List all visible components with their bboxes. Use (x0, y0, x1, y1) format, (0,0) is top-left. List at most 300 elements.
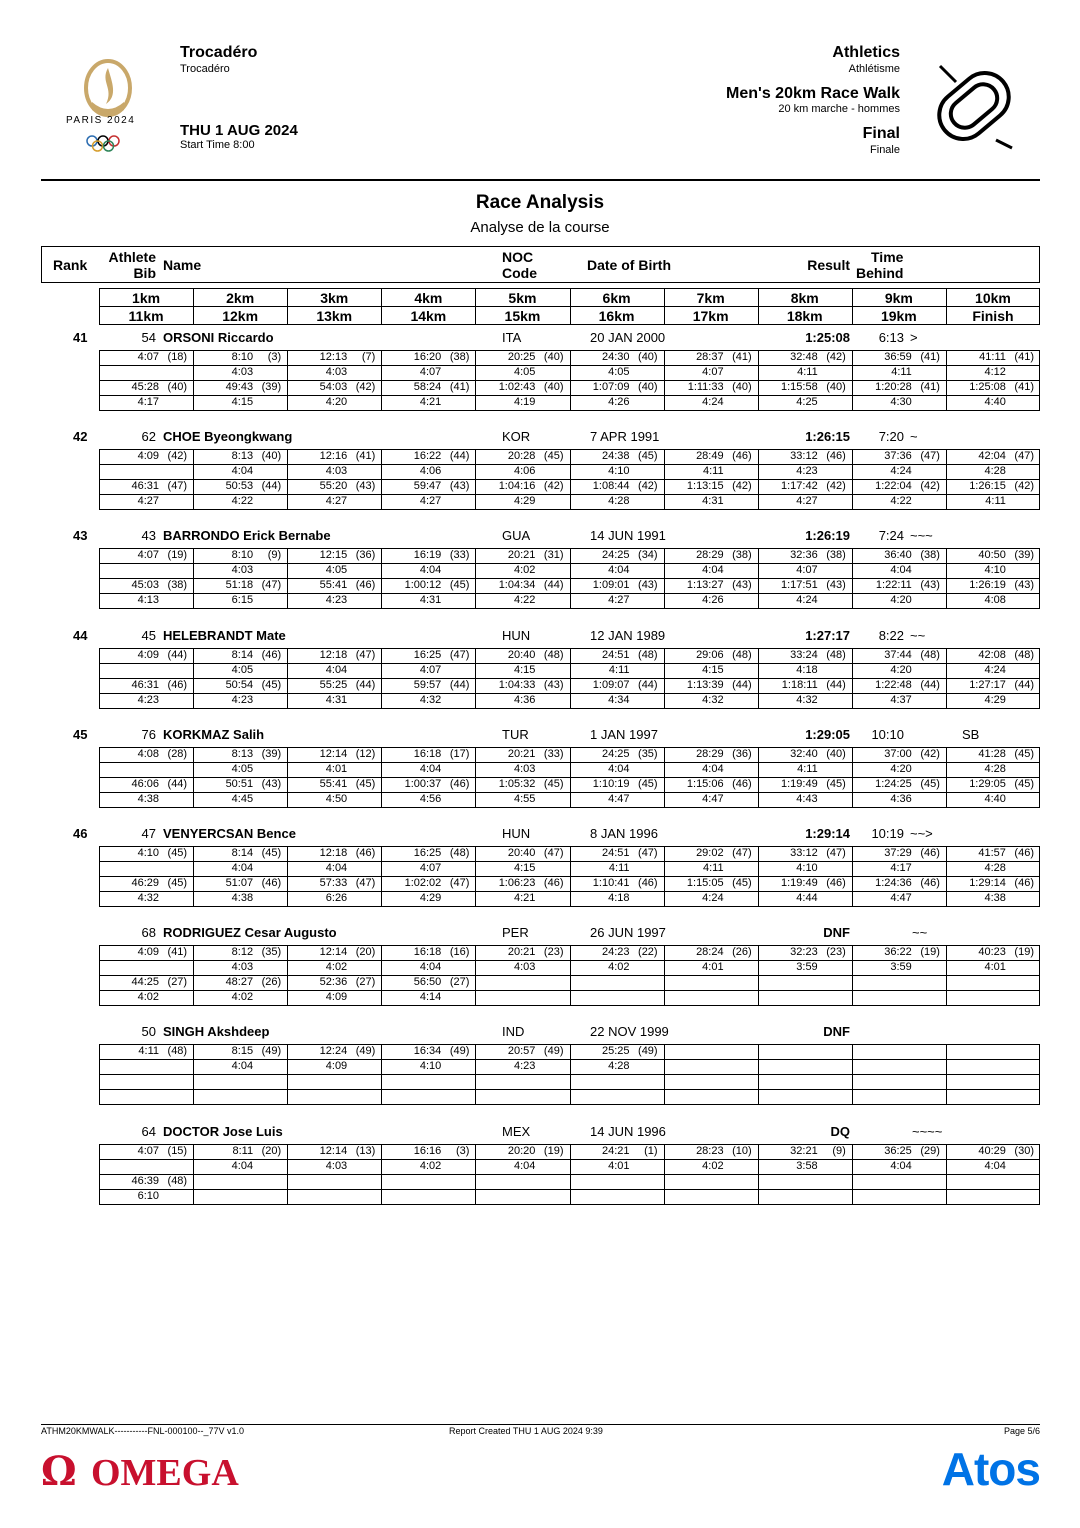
split-position: (44) (167, 649, 188, 661)
split-time: 20:21 (507, 549, 536, 561)
split-lap: 3:59 (890, 961, 912, 973)
split-lap: 4:13 (137, 594, 159, 606)
split-time: 1:19:49 (780, 778, 818, 790)
split-lap: 4:04 (608, 763, 630, 775)
split-lap: 4:04 (419, 961, 442, 973)
col-time: Time (871, 249, 904, 265)
split-position: (47) (355, 877, 376, 889)
split-position: (47) (261, 579, 282, 591)
split-lap: 4:40 (984, 793, 1006, 805)
athlete-result: DNF (823, 925, 850, 940)
split-position: (27) (449, 976, 470, 988)
split-position: (42) (355, 381, 376, 393)
split-time: 54:03 (319, 381, 348, 393)
split-position: (47) (449, 649, 470, 661)
split-lap: 4:32 (796, 694, 818, 706)
split-lap: 4:07 (419, 664, 442, 676)
split-time: 8:15 (231, 1045, 254, 1057)
split-time: 20:25 (507, 351, 536, 363)
split-lap: 4:11 (608, 664, 630, 676)
split-lap: 4:01 (984, 961, 1006, 973)
split-lap: 4:29 (513, 495, 536, 507)
omega-wordmark: OMEGA (91, 1452, 239, 1494)
split-time: 1:15:05 (686, 877, 724, 889)
split-time: 8:10 (231, 549, 254, 561)
split-position: (9) (267, 549, 282, 561)
split-lap: 4:27 (137, 495, 159, 507)
split-lap: 4:07 (419, 366, 442, 378)
athlete-noc: MEX (502, 1124, 531, 1139)
split-position: (48) (449, 847, 470, 859)
split-position: (44) (449, 679, 470, 691)
split-time: 51:07 (225, 877, 254, 889)
header-divider (41, 179, 1040, 181)
start-time: Start Time 8:00 (180, 139, 255, 151)
venue: Trocadéro (180, 44, 258, 61)
split-position: (43) (261, 778, 282, 790)
split-time: 44:25 (131, 976, 159, 988)
split-position: (40) (638, 351, 658, 363)
split-lap: 4:28 (984, 465, 1006, 477)
split-time: 32:21 (790, 1145, 818, 1157)
event-date: THU 1 AUG 2024 (180, 122, 298, 139)
split-lap: 4:56 (419, 793, 442, 805)
split-lap: 4:07 (702, 366, 724, 378)
athlete-noc: GUA (502, 528, 531, 543)
split-time: 4:07 (137, 1145, 159, 1157)
paris-2024-logo (62, 58, 154, 154)
split-lap: 4:15 (513, 664, 536, 676)
split-lap: 4:04 (890, 1160, 912, 1172)
split-time: 40:23 (978, 946, 1006, 958)
split-position: (46) (261, 877, 282, 889)
split-time: 24:38 (601, 450, 630, 462)
page-subtitle: Analyse de la course (470, 219, 610, 236)
split-time: 50:54 (225, 679, 254, 691)
split-position: (42) (732, 480, 752, 492)
split-header-label: 4km (414, 290, 443, 306)
split-header-label: 2km (226, 290, 255, 306)
split-time: 55:41 (319, 778, 348, 790)
split-position: (47) (826, 847, 846, 859)
split-position: (41) (449, 381, 470, 393)
split-time: 8:13 (231, 450, 254, 462)
split-position: (33) (449, 549, 470, 561)
split-position: (47) (920, 450, 940, 462)
split-time: 1:29:05 (969, 778, 1006, 790)
split-position: (44) (826, 679, 846, 691)
split-position: (38) (167, 579, 188, 591)
athlete-rank: 46 (73, 826, 88, 841)
split-time: 16:25 (413, 649, 442, 661)
split-lap: 4:12 (984, 366, 1006, 378)
split-header-label: 16km (598, 308, 635, 324)
split-lap: 4:31 (702, 495, 724, 507)
split-lap: 4:29 (419, 892, 442, 904)
split-lap: 4:05 (513, 366, 536, 378)
split-position: (43) (826, 579, 846, 591)
split-header-label: 12km (222, 308, 259, 324)
athlete-name: DOCTOR Jose Luis (163, 1124, 283, 1139)
split-position: (46) (920, 847, 940, 859)
atos-logo: Atos (941, 1443, 1040, 1495)
split-time: 20:40 (507, 649, 536, 661)
split-lap: 4:03 (325, 465, 348, 477)
venue-fr: Trocadéro (180, 63, 230, 75)
athlete-dob: 20 JAN 2000 (590, 330, 666, 345)
split-time: 28:24 (696, 946, 724, 958)
split-time: 1:02:02 (404, 877, 442, 889)
athlete-dob: 22 NOV 1999 (590, 1024, 669, 1039)
split-position: (40) (167, 381, 188, 393)
split-time: 59:57 (413, 679, 442, 691)
split-lap: 4:19 (513, 396, 536, 408)
split-time: 1:13:27 (686, 579, 724, 591)
split-lap: 4:02 (137, 991, 159, 1003)
split-lap: 4:07 (796, 564, 818, 576)
split-lap: 4:03 (513, 763, 536, 775)
split-lap: 4:38 (984, 892, 1006, 904)
split-position: (48) (732, 649, 752, 661)
athlete-time-behind: 8:22 (878, 628, 904, 643)
athlete-cards: ~~ (910, 628, 926, 643)
split-lap: 4:01 (325, 763, 348, 775)
split-time: 1:08:44 (592, 480, 630, 492)
athlete-time-behind: 10:19 (871, 826, 904, 841)
split-time: 12:15 (319, 549, 348, 561)
split-time: 33:12 (790, 847, 818, 859)
split-position: (45) (920, 778, 940, 790)
split-header-label: 18km (786, 308, 823, 324)
split-lap: 4:04 (325, 862, 348, 874)
split-lap: 4:24 (702, 396, 724, 408)
split-time: 1:24:36 (875, 877, 912, 889)
split-header-grid-hline (99, 306, 1040, 307)
split-time: 8:14 (231, 649, 254, 661)
split-time: 1:04:16 (498, 480, 536, 492)
split-time: 1:13:39 (686, 679, 724, 691)
split-lap: 4:36 (513, 694, 536, 706)
split-lap: 4:05 (231, 763, 254, 775)
athlete-bib: 47 (141, 826, 156, 841)
split-time: 20:21 (507, 946, 536, 958)
split-position: (49) (261, 1045, 282, 1057)
split-lap: 4:02 (608, 961, 630, 973)
split-time: 12:18 (319, 649, 348, 661)
split-time: 1:17:42 (780, 480, 818, 492)
split-header-label: 1km (132, 290, 161, 306)
split-time: 1:06:23 (498, 877, 536, 889)
split-lap: 4:10 (796, 862, 818, 874)
split-time: 40:50 (978, 549, 1006, 561)
split-position: (28) (167, 748, 188, 760)
split-position: (40) (543, 351, 564, 363)
split-time: 1:29:14 (969, 877, 1006, 889)
split-position: (23) (826, 946, 846, 958)
split-lap: 4:27 (796, 495, 818, 507)
split-lap: 4:45 (231, 793, 254, 805)
split-lap: 4:30 (890, 396, 912, 408)
split-time: 12:14 (319, 946, 348, 958)
split-lap: 4:04 (231, 862, 254, 874)
split-position: (40) (638, 381, 658, 393)
split-time: 45:03 (131, 579, 159, 591)
split-header-label: 17km (692, 308, 729, 324)
split-time: 12:14 (319, 1145, 348, 1157)
split-position: (45) (261, 679, 282, 691)
split-lap: 4:20 (890, 763, 912, 775)
split-time: 16:18 (413, 748, 442, 760)
split-time: 1:10:41 (592, 877, 630, 889)
split-time: 4:09 (137, 946, 159, 958)
athlete-bib: 45 (141, 628, 156, 643)
split-header-label: 14km (410, 308, 447, 324)
split-lap: 4:04 (419, 763, 442, 775)
split-lap: 3:58 (796, 1160, 818, 1172)
col-rank: Rank (53, 257, 88, 273)
split-header-label: 10km (975, 290, 1011, 306)
split-position: (44) (449, 450, 470, 462)
split-position: (45) (449, 579, 470, 591)
page-title: Race Analysis (475, 192, 605, 213)
split-position: (42) (1014, 480, 1034, 492)
split-position: (43) (449, 480, 470, 492)
split-lap: 6:26 (325, 892, 348, 904)
split-time: 1:09:07 (592, 679, 630, 691)
athlete-bib: 76 (141, 727, 156, 742)
split-time: 57:33 (319, 877, 348, 889)
split-position: (48) (167, 1175, 188, 1187)
split-time: 20:28 (507, 450, 536, 462)
split-time: 1:10:19 (592, 778, 630, 790)
split-lap: 4:17 (137, 396, 159, 408)
split-time: 24:30 (601, 351, 630, 363)
split-position: (43) (732, 579, 752, 591)
split-position: (49) (638, 1045, 658, 1057)
split-time: 1:24:25 (875, 778, 912, 790)
col-code: Code (502, 265, 537, 281)
split-position: (44) (732, 679, 752, 691)
split-time: 37:00 (884, 748, 912, 760)
split-position: (46) (543, 877, 564, 889)
split-position: (10) (732, 1145, 752, 1157)
split-position: (22) (638, 946, 658, 958)
split-time: 50:51 (225, 778, 254, 790)
athlete-noc: KOR (502, 429, 531, 444)
split-lap: 4:11 (985, 495, 1006, 507)
split-position: (48) (920, 649, 940, 661)
split-lap: 4:11 (797, 366, 818, 378)
split-time: 1:13:15 (686, 480, 724, 492)
split-time: 42:08 (978, 649, 1006, 661)
split-time: 28:49 (696, 450, 724, 462)
split-lap: 4:11 (797, 763, 818, 775)
event-name: Men's 20km Race Walk (726, 85, 900, 102)
split-time: 8:10 (231, 351, 254, 363)
split-time: 52:36 (319, 976, 348, 988)
split-position: (45) (167, 877, 188, 889)
split-time: 16:25 (413, 847, 442, 859)
split-position: (26) (732, 946, 752, 958)
athlete-name: KORKMAZ Salih (163, 727, 265, 742)
split-position: (45) (261, 847, 282, 859)
split-time: 24:23 (601, 946, 630, 958)
split-time: 20:21 (507, 748, 536, 760)
split-lap: 4:02 (419, 1160, 442, 1172)
split-time: 1:19:49 (780, 877, 818, 889)
split-position: (45) (355, 778, 376, 790)
split-lap: 4:23 (137, 694, 159, 706)
split-position: (35) (638, 748, 658, 760)
split-time: 1:00:12 (404, 579, 442, 591)
split-header-label: 9km (884, 290, 913, 306)
split-time: 59:47 (413, 480, 442, 492)
split-lap: 4:27 (419, 495, 442, 507)
split-position: (45) (732, 877, 752, 889)
split-position: (19) (543, 1145, 564, 1157)
split-time: 41:28 (978, 748, 1006, 760)
split-time: 29:06 (696, 649, 724, 661)
split-position: (46) (1014, 877, 1034, 889)
split-position: (27) (167, 976, 188, 988)
athlete-dob: 14 JUN 1991 (590, 528, 666, 543)
col-athlete: Athlete (108, 249, 156, 265)
split-lap: 4:15 (231, 396, 254, 408)
split-time: 8:13 (231, 748, 254, 760)
split-lap: 4:11 (703, 465, 724, 477)
split-position: (41) (1014, 381, 1034, 393)
split-lap: 4:43 (796, 793, 818, 805)
split-position: (39) (261, 748, 282, 760)
split-time: 4:08 (137, 748, 159, 760)
split-lap: 4:20 (325, 396, 348, 408)
split-header-label: 3km (320, 290, 349, 306)
split-position: (48) (543, 649, 564, 661)
split-lap: 4:10 (984, 564, 1006, 576)
split-time: 1:04:34 (498, 579, 536, 591)
split-lap: 4:11 (703, 862, 724, 874)
split-position: (41) (732, 351, 752, 363)
split-position: (15) (167, 1145, 188, 1157)
split-time: 46:29 (131, 877, 159, 889)
split-time: 1:17:51 (780, 579, 818, 591)
athlete-dob: 7 APR 1991 (590, 429, 660, 444)
split-lap: 4:03 (325, 1160, 348, 1172)
split-position: (45) (1014, 748, 1034, 760)
split-position: (46) (355, 847, 376, 859)
split-lap: 4:23 (796, 465, 818, 477)
split-time: 46:31 (131, 480, 159, 492)
split-lap: 4:32 (419, 694, 442, 706)
sport-fr: Athlétisme (848, 63, 900, 75)
split-time: 20:40 (507, 847, 536, 859)
split-position: (30) (1014, 1145, 1034, 1157)
col-result: Result (807, 257, 850, 273)
split-grid-hline (99, 1174, 1040, 1175)
split-position: (44) (920, 679, 940, 691)
split-time: 45:28 (131, 381, 159, 393)
split-time: 55:20 (319, 480, 348, 492)
olympic-flame-emblem (62, 58, 154, 154)
split-time: 1:15:06 (686, 778, 724, 790)
split-time: 50:53 (225, 480, 254, 492)
split-lap: 4:23 (513, 1060, 536, 1072)
split-time: 4:10 (137, 847, 159, 859)
split-time: 1:05:32 (498, 778, 536, 790)
footer-report-created: Report Created THU 1 AUG 2024 9:39 (449, 1426, 603, 1436)
split-lap: 4:09 (325, 1060, 348, 1072)
split-position: (42) (920, 480, 940, 492)
split-lap: 4:24 (796, 594, 818, 606)
split-lap: 4:06 (513, 465, 536, 477)
athlete-rank: 45 (73, 727, 88, 742)
split-position: (34) (638, 549, 658, 561)
split-time: 16:22 (413, 450, 442, 462)
split-lap: 4:05 (231, 664, 254, 676)
split-position: (38) (449, 351, 470, 363)
split-time: 48:27 (225, 976, 254, 988)
split-lap: 4:02 (702, 1160, 724, 1172)
split-lap: 4:40 (984, 396, 1006, 408)
split-lap: 4:31 (325, 694, 348, 706)
col-noc: NOC (502, 249, 534, 265)
split-lap: 4:04 (608, 564, 630, 576)
split-position: (47) (1014, 450, 1034, 462)
split-position: (46) (1014, 847, 1034, 859)
split-position: (19) (920, 946, 940, 958)
split-lap: 4:26 (608, 396, 630, 408)
split-time: 4:11 (138, 1045, 159, 1057)
split-lap: 4:47 (608, 793, 630, 805)
split-time: 58:24 (413, 381, 442, 393)
split-lap: 4:21 (513, 892, 536, 904)
split-lap: 4:15 (513, 862, 536, 874)
split-position: (31) (543, 549, 564, 561)
split-position: (20) (261, 1145, 282, 1157)
split-lap: 4:04 (325, 664, 348, 676)
athlete-cards: ~~> (910, 826, 933, 841)
split-header-label: 8km (790, 290, 819, 306)
split-lap: 4:08 (984, 594, 1006, 606)
split-position: (40) (543, 381, 564, 393)
split-position: (26) (261, 976, 282, 988)
athlete-noc: ITA (502, 330, 522, 345)
col-name: Name (163, 257, 202, 273)
split-lap: 4:03 (325, 366, 348, 378)
athlete-time-behind: 7:24 (878, 528, 904, 543)
split-lap: 4:10 (419, 1060, 442, 1072)
split-position: (20) (355, 946, 376, 958)
split-position: (42) (920, 748, 940, 760)
split-time: 32:40 (790, 748, 818, 760)
split-time: 16:34 (413, 1045, 442, 1057)
athlete-name: ORSONI Riccardo (163, 330, 274, 345)
split-lap: 4:47 (702, 793, 724, 805)
athlete-noc: HUN (502, 826, 531, 841)
split-lap: 4:29 (984, 694, 1006, 706)
split-lap: 4:04 (231, 465, 254, 477)
split-time: 4:07 (137, 351, 159, 363)
split-lap: 4:04 (702, 763, 724, 775)
col-behind: Behind (856, 265, 904, 281)
split-position: (38) (732, 549, 752, 561)
athlete-bib: 54 (141, 330, 156, 345)
split-time: 41:57 (978, 847, 1006, 859)
athlete-bib: 43 (141, 528, 156, 543)
phase-fr: Finale (870, 144, 900, 156)
split-position: (29) (920, 1145, 940, 1157)
split-time: 55:25 (319, 679, 348, 691)
